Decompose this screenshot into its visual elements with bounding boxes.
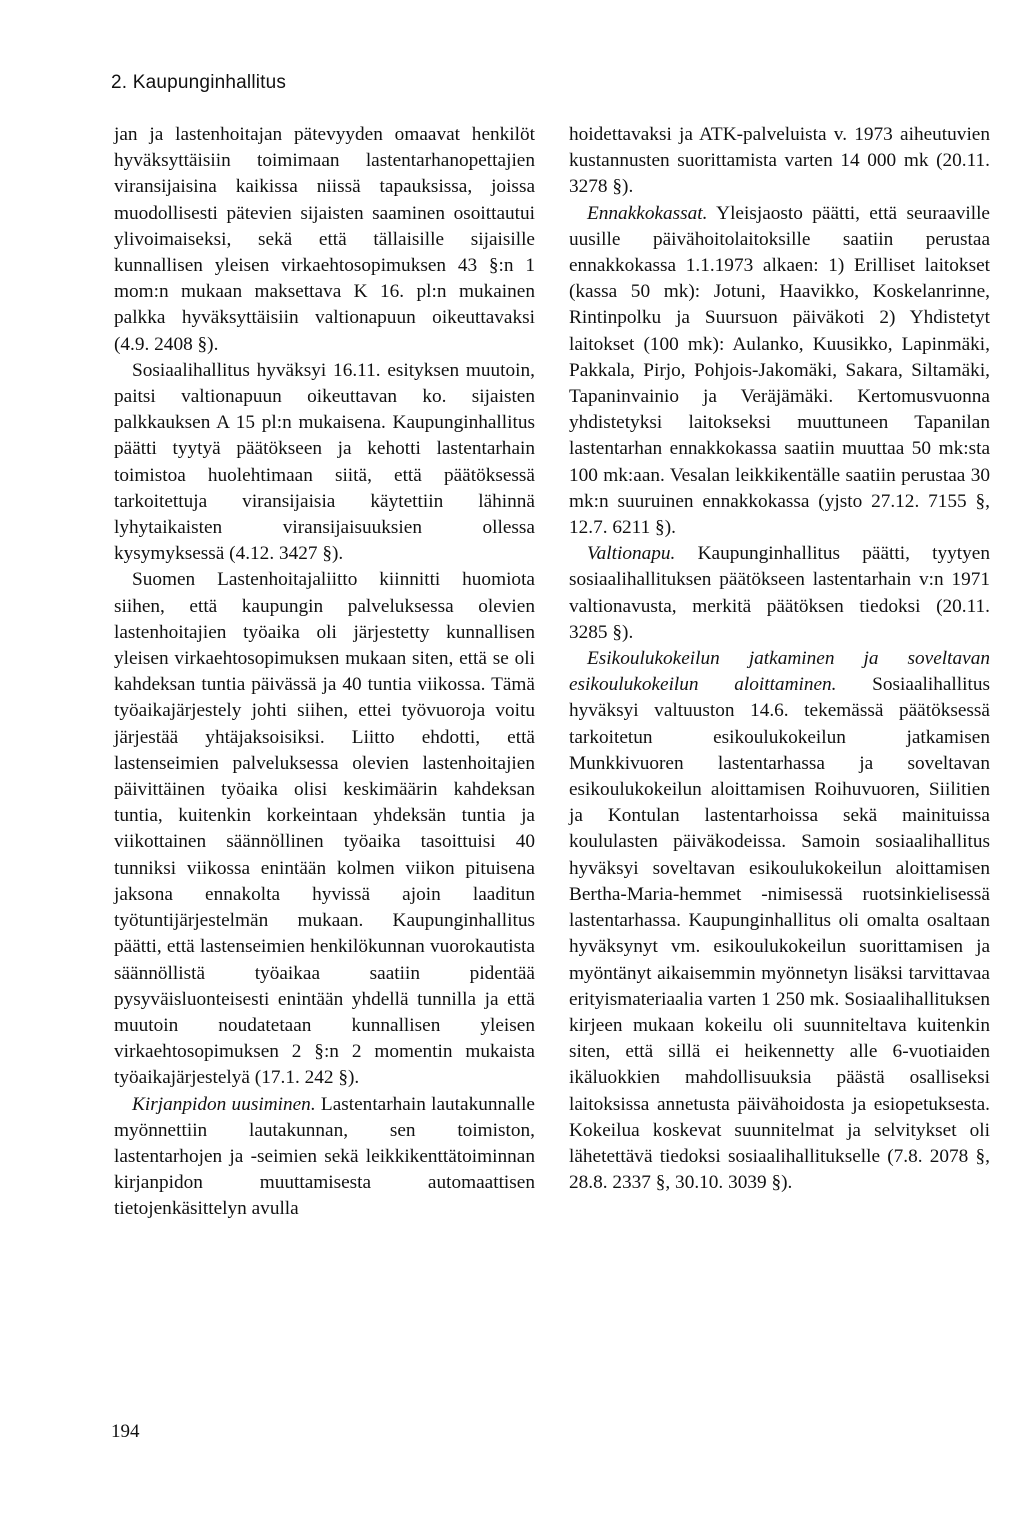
paragraph — [569, 122, 990, 201]
left-column — [114, 122, 535, 1223]
right-column — [569, 122, 990, 1196]
paragraph-text: jan ja lastenhoitajan pätevyyden omaavat henkilöt hyväksyttäisiin toimimaan lastentarhanopettajien viransijaisina kaikissa niissä tapauksissa, joissa muodollisesti pätevien sijaisten saaminen osoittautui ylivoimaiseksi, sekä että tällaisille sijaisille kunnallisen yleisen virkaehtosopimuksen 43 §:n 1 mom:n mukaan maksettava K 16. pl:n mukainen palkka hyväksyttäisiin valtionapuun oikeuttavaksi (4.9. 2408 §). — [114, 124, 535, 355]
page-number: 194 — [111, 1421, 140, 1442]
paragraph-text: Lastentarhain lautakunnalle myönnettiin lautakunnan, sen toimiston, lastentarhojen ja -seimien sekä leikkikenttätoiminnan kirjanpidon muuttamisesta automaattisen tietojenkäsittelyn avulla — [114, 1093, 535, 1220]
paragraph — [114, 358, 535, 568]
paragraph-text: Sosiaalihallitus hyväksyi 16.11. esityksen muutoin, paitsi valtionapuun oikeuttavan ko. sijaisten palkkauksen A 15 pl:n mukaisena. Kaupunginhallitus päätti tyytyä päätökseen ja kehotti lastentarhain toimistoa huolehtimaan siitä, että päätöksessä tarkoitettuja viransijaisia käytettiin lähinnä lyhytaikaisten viransijaisuuksien ollessa kysymyksessä (4.12. 3427 §). — [114, 359, 535, 565]
paragraph-text: Kaupunginhallitus päätti, tyytyen sosiaalihallituksen päätökseen lastentarhain v:n 1971 valtionavusta, merkitä päätöksen tiedoksi (20.11. 3285 §). — [569, 543, 990, 643]
paragraph — [114, 122, 535, 358]
paragraph-text: hoidettavaksi ja ATK-palveluista v. 1973 aiheutuvien kustannusten suorittamista varten 14 000 mk (20.11. 3278 §). — [569, 124, 990, 198]
paragraph — [114, 567, 535, 1091]
paragraph — [569, 201, 990, 542]
paragraph-text: Yleisjaosto päätti, että seuraaville uusille päivähoitolaitoksille saatiin perustaa ennakkokassa 1.1.1973 alkaen: 1) Erilliset laitokset (kassa 50 mk): Jotuni, Haavikko, Koskelanrinne, Rintinpolku ja Suursuon päiväkoti 2) Yhdistetyt laitokset (100 mk): Aulanko, Kuusikko, Lapinmäki, Pakkala, Pirjo, Pohjois-Jakomäki, Sakara, Siltamäki, Tapaninvainio ja Veräjämäki. Kertomusvuonna yhdistetyksi laitokseksi muuttuneen Tapanilan lastentarhan ennakkokassa saatiin muuttaa 50 mk:sta 100 mk:aan. Vesalan leikkikentälle saatiin perustaa 30 mk:n suuruinen ennakkokassa (yjsto 27.12. 7155 §, 12.7. 6211 §). — [569, 202, 990, 539]
section-heading: Valtionapu. — [587, 543, 676, 565]
paragraph-text: Suomen Lastenhoitajaliitto kiinnitti huomiota siihen, että kaupungin palveluksessa olevien lastenhoitajien työaika oli järjestetty kunnallisen yleisen virkaehtosopimuksen mukaan siten, että se oli kahdeksan tuntia päivässä ja 40 tuntia viikossa. Tämä työaikajärjestely johti siihen, ettei työvuoroja voitu järjestää yhtäjaksoisiksi. Liitto ehdotti, että lastenseimien palveluksessa olevien lastenhoitajien päivittäinen työaika olisi keskimäärin kahdeksan tuntia, kuitenkin korkeintaan yhdeksän tuntia ja viikottainen säännöllinen työaika tasoittuisi 40 tunniksi viikossa enintään kolmen viikon pituisena jaksona ennakolta hyvissä ajoin laaditun työtuntijärjestelmän mukaan. Kaupunginhallitus päätti, että lastenseimien henkilökunnan vuorokautista säännöllistä työaikaa saatiin pidentää pysyväisluonteisesti enintään yhdellä tunnilla ja että muutoin noudatetaan kunnallisen yleisen virkaehtosopimuksen 2 §:n 2 momentin mukaista työaikajärjestelyä (17.1. 242 §). — [114, 569, 535, 1089]
paragraph — [569, 541, 990, 646]
running-head: 2. Kaupunginhallitus — [111, 72, 287, 93]
section-heading: Kirjanpidon uusiminen. — [132, 1093, 316, 1115]
paragraph — [114, 1092, 535, 1223]
section-heading: Ennakkokassat. — [587, 202, 708, 224]
section-heading: Esikoulukokeilun jatkaminen ja soveltavan esikoulukokeilun aloittaminen. — [569, 648, 990, 696]
paragraph-text: Sosiaalihallitus hyväksyi valtuuston 14.6. tekemässä päätöksessä tarkoitetun esikoulukokeilun jatkamisen Munkkivuoren lastentarhassa ja soveltavan esikoulukokeilun aloittamisen Roihuvuoren, Siilitien ja Kontulan lastentarhoissa sekä mainituissa koululasten päiväkodeissa. Samoin sosiaalihallitus hyväksyi soveltavan esikoulukokeilun aloittamisen Bertha-Maria-hemmet -nimisessä ruotsinkielisessä lastentarhassa. Kaupunginhallitus oli omalta osaltaan hyväksynyt vm. esikoulukokeilun suorittamisen ja myöntänyt aikaisemmin myönnetyn lisäksi tarvittavaa erityismateriaalia varten 1 250 mk. Sosiaalihallituksen kirjeen mukaan kokeilu oli suunniteltava kuitenkin siten, että sillä ei heikennetty alle 6-vuotiaiden ikäluokkien mahdollisuuksia päästä osalliseksi laitoksissa annetusta päivähoidosta ja esiopetuksesta. Kokeilua koskevat suunnitelmat ja selvitykset oli lähetettävä tiedoksi sosiaalihallitukselle (7.8. 2078 §, 28.8. 2337 §, 30.10. 3039 §). — [569, 674, 990, 1194]
paragraph — [569, 646, 990, 1196]
